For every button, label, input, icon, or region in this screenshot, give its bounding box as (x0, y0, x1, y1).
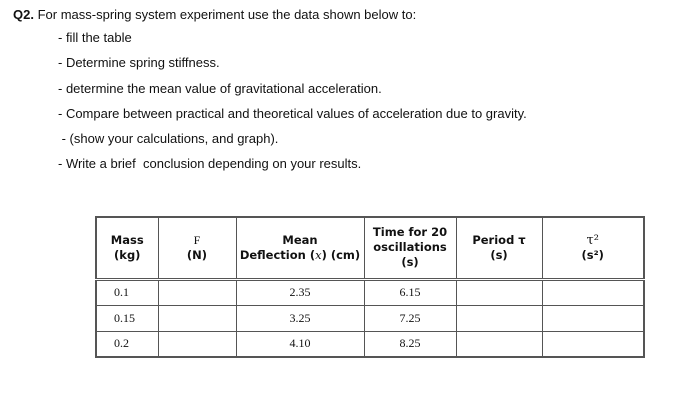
cell-time: 6.15 (364, 279, 456, 305)
cell-mass: 0.2 (96, 331, 158, 357)
header-deflection: Mean Deflection (x) (cm) (236, 217, 364, 279)
instruction-item: - Determine spring stiffness. (58, 55, 220, 71)
question-heading (13, 6, 416, 24)
header-force: F (N) (158, 217, 236, 279)
cell-period[interactable] (456, 305, 542, 331)
cell-period[interactable] (456, 279, 542, 305)
cell-time: 7.25 (364, 305, 456, 331)
question-text: For mass-spring system experiment use the data shown below to: (37, 7, 417, 22)
table-row (96, 331, 644, 357)
cell-deflection: 3.25 (236, 305, 364, 331)
cell-force[interactable] (158, 305, 236, 331)
table-header-row (96, 217, 644, 279)
cell-mass: 0.1 (96, 279, 158, 305)
cell-period[interactable] (456, 331, 542, 357)
question-number: Q2. (13, 7, 34, 22)
instruction-item: - Write a brief conclusion depending on your results. (58, 156, 362, 172)
table-row (96, 305, 644, 331)
cell-deflection: 4.10 (236, 331, 364, 357)
cell-force[interactable] (158, 331, 236, 357)
header-period: Period τ (s) (456, 217, 542, 279)
cell-tau-squared[interactable] (542, 279, 644, 305)
instruction-list (58, 29, 527, 181)
header-time: Time for 20 oscillations (s) (364, 217, 456, 279)
cell-tau-squared[interactable] (542, 305, 644, 331)
data-table (95, 216, 645, 358)
instruction-item: - fill the table (58, 30, 132, 45)
table-row (96, 279, 644, 305)
cell-time: 8.25 (364, 331, 456, 357)
cell-tau-squared[interactable] (542, 331, 644, 357)
cell-mass: 0.15 (96, 305, 158, 331)
instruction-item: - (show your calculations, and graph). (58, 131, 279, 147)
instruction-item: - Compare between practical and theoretical values of acceleration due to gravity. (58, 105, 527, 121)
cell-deflection: 2.35 (236, 279, 364, 305)
instruction-item: - determine the mean value of gravitational acceleration. (58, 80, 382, 96)
cell-force[interactable] (158, 279, 236, 305)
header-mass: Mass (kg) (96, 217, 158, 279)
header-tau-squared: τ² (s²) (542, 217, 644, 279)
